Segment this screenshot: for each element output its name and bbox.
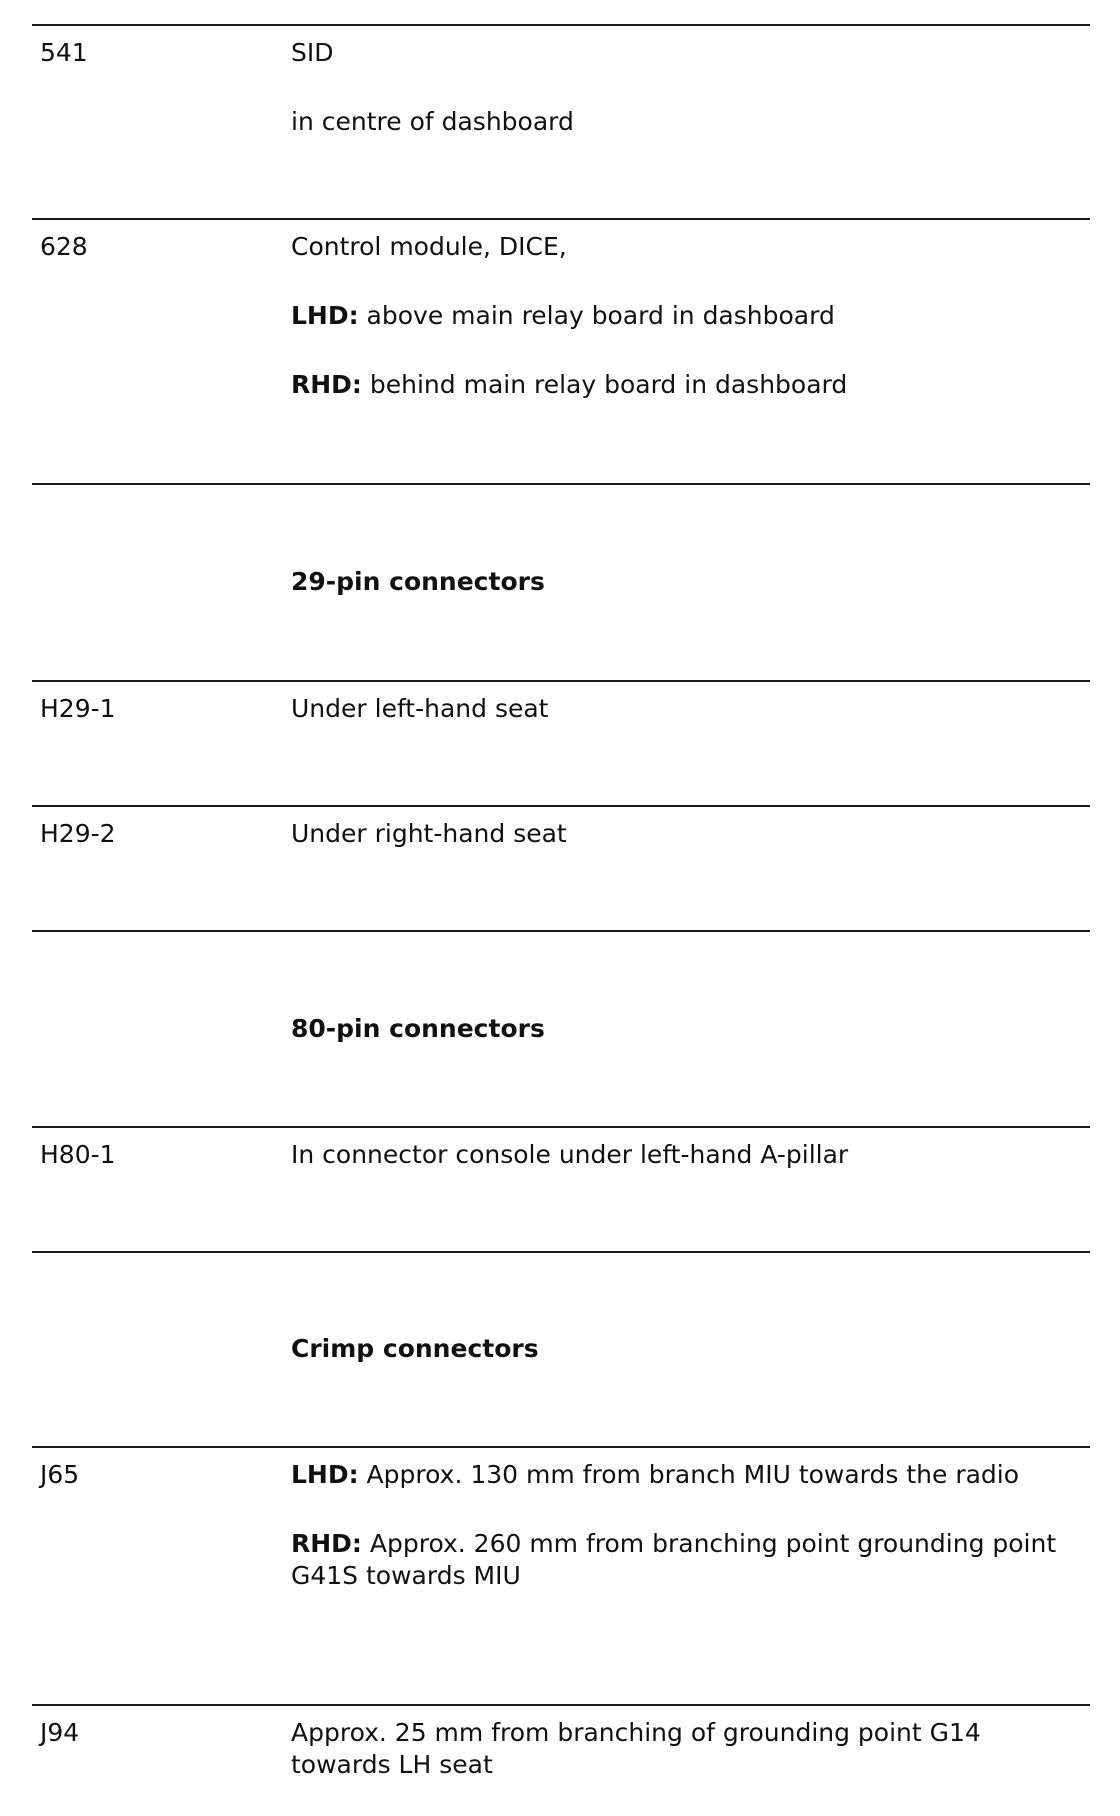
table-row-description — [291, 231, 1081, 401]
table-row-description — [291, 1717, 1081, 1781]
lhd-prefix: LHD: — [291, 1460, 359, 1489]
description-line — [291, 1528, 1081, 1592]
row-divider — [32, 218, 1090, 220]
section-heading: 80-pin connectors — [291, 1014, 545, 1043]
description-line: SID — [291, 38, 334, 67]
table-row-description — [291, 818, 1081, 850]
description-line: Approx. 25 mm from branching of grounding point G14 towards LH seat — [291, 1718, 981, 1779]
description-line: in centre of dashboard — [291, 107, 574, 136]
table-row-id: J65 — [40, 1460, 80, 1489]
section-heading: 29-pin connectors — [291, 567, 545, 596]
row-divider — [32, 1704, 1090, 1706]
description-line — [291, 369, 1081, 401]
description-line — [291, 1459, 1081, 1491]
table-row-description — [291, 1139, 1081, 1171]
table-row-id: 541 — [40, 38, 88, 67]
row-divider — [32, 483, 1090, 485]
row-divider — [32, 805, 1090, 807]
table-row-id: 628 — [40, 232, 88, 261]
row-divider — [32, 1446, 1090, 1448]
row-divider — [32, 930, 1090, 932]
table-row-id: H29-1 — [40, 694, 116, 723]
row-divider — [32, 1126, 1090, 1128]
row-divider — [32, 1251, 1090, 1253]
description-line: In connector console under left-hand A-pillar — [291, 1140, 849, 1169]
description-text: behind main relay board in dashboard — [361, 370, 848, 399]
table-row-id: H80-1 — [40, 1140, 116, 1169]
table-row-description — [291, 693, 1081, 725]
row-divider — [32, 24, 1090, 26]
description-line: Under right-hand seat — [291, 819, 567, 848]
rhd-prefix: RHD: — [291, 1529, 362, 1558]
table-row-id: H29-2 — [40, 819, 116, 848]
lhd-prefix: LHD: — [291, 301, 359, 330]
description-text: Approx. 130 mm from branch MIU towards the radio — [358, 1460, 1020, 1489]
description-text: above main relay board in dashboard — [358, 301, 835, 330]
table-row-description — [291, 1459, 1081, 1592]
description-line: Under left-hand seat — [291, 694, 549, 723]
description-line: Control module, DICE, — [291, 232, 567, 261]
row-divider — [32, 680, 1090, 682]
section-heading: Crimp connectors — [291, 1334, 539, 1363]
rhd-prefix: RHD: — [291, 370, 362, 399]
table-row-id: J94 — [40, 1718, 80, 1747]
table-row-description — [291, 37, 1081, 138]
description-line — [291, 300, 1081, 332]
description-text: Approx. 260 mm from branching point grounding point G41S towards MIU — [291, 1529, 1057, 1590]
